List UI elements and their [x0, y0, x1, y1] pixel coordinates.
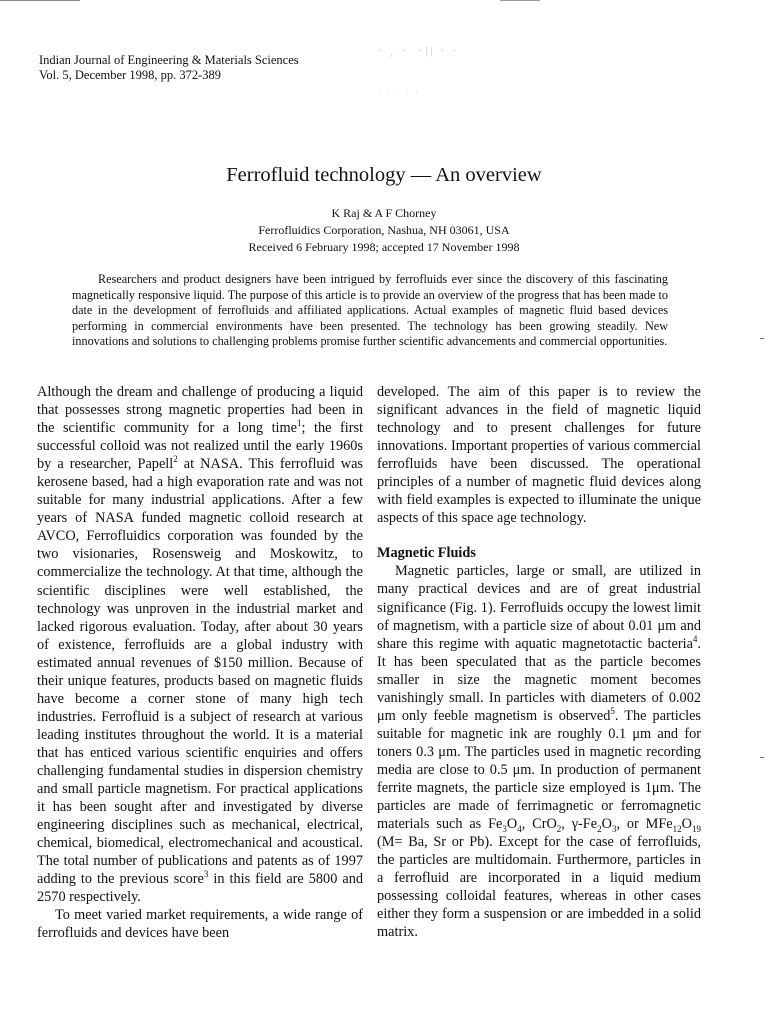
- affiliation: Ferrofluidics Corporation, Nashua, NH 03061, USA: [258, 223, 510, 237]
- top-rule-right: [500, 0, 540, 1]
- section-heading: Magnetic Fluids: [377, 545, 476, 562]
- text-run: . The particles suitable for magnetic ink are roughly 0.1 μm and for toners 0.3 μm. The particles used in magnetic recording media are close to 0.5 μm. In production of permanent ferrite magnets, the particle size employed is 1μm. The particles are made of ferrimagnetic or ferromagnetic materials such as Fe: [377, 707, 701, 833]
- subscript: 19: [691, 823, 701, 834]
- citation: 3: [203, 869, 209, 880]
- subscript: 3: [502, 823, 507, 834]
- authors: K Raj & A F Chorney: [331, 206, 437, 220]
- subscript: 4: [517, 823, 522, 834]
- subscript: 2: [556, 823, 562, 834]
- abstract: Researchers and product designers have been intrigued by ferrofluids ever since the discovery of this fascinating magnetically responsive liquid. The purpose of this article is to provide an overview of the progress that has been made to date in the development of ferrofluids and affiliated applications. Actual examples of magnetic fluid based devices performing in commercial environments have been presented. The technology has been growing steadily. New innovations and solutions to challenging problems promise further scientific advancements and commercial opportunities.: [72, 272, 668, 349]
- text-run: O: [681, 816, 692, 833]
- text-run: (M= Ba, Sr or Pb). Except for the case of ferrofluids, the particles are multidomain. Furthermore, particles in a ferrofluid are incorporated in a liquid medium possessing colloidal features, whereas in other cases either they form a suspension or are imbedded in a solid matrix.: [377, 834, 701, 941]
- subscript: 3: [611, 823, 617, 834]
- paper-title: Ferrofluid technology — An overview: [226, 164, 542, 186]
- text-run: O: [601, 816, 612, 833]
- library-stamp: · ¸ · ·|| · ·: [378, 46, 459, 57]
- journal-header: [39, 53, 299, 83]
- text-run: , γ-Fe: [561, 816, 598, 833]
- library-stamp-faint: · · · · ·: [378, 86, 420, 96]
- text-run: ; the first successful colloid was not realized until the early 1960s by a researcher, Papell: [37, 420, 363, 473]
- text-run: O: [506, 816, 518, 833]
- margin-mark: [760, 338, 764, 339]
- magnetic-fluids-paragraph: [377, 562, 701, 941]
- received-dates: Received 6 February 1998; accepted 17 November 1998: [248, 240, 520, 254]
- text-run: , or MFe: [616, 816, 673, 833]
- text-run: Magnetic particles, large or small, are utilized in many practical devices and are of great industrial significance (Fig. 1). Ferrofluids occupy the lowest limit of magnetism, with a particle size of about 0.01 μm and share this regime with aquatic magnetotactic bacteria: [377, 563, 701, 652]
- volume-info: Vol. 5, December 1998, pp. 372-389: [39, 68, 222, 82]
- text-run: , CrO: [521, 816, 557, 833]
- intro-paragraph: [37, 383, 363, 906]
- intro-paragraph-cont: developed. The aim of this paper is to review the significant advances in the field of magnetic liquid technology and to present challenges for future innovations. Important properties of various commercial ferrofluids have been discussed. The operational principles of a number of magnetic fluid devices along with field examples is expected to illuminate the unique aspects of this space age technology.: [377, 384, 701, 527]
- left-column: [37, 383, 363, 942]
- text-run: in this field are 5800 and 2570 respectively.: [37, 871, 363, 906]
- text-run: at NASA. This ferrofluid was kerosene based, had a high evaporation rate and was not suitable for many industrial applications. After a few years of NASA funded magnetic colloid research at AVCO, Ferrofluidics corporation was founded by the two visionaries, Rosensweig and Moskowitz, to commercialize the technology. At that time, although the scientific disciplines were well established, the technology was unproven in the industrial market and lacked rigorous evaluation. Today, after about 30 years of existence, ferrofluids are a global industry with estimated annual revenues of $150 million. Because of their unique features, products based on magnetic fluids have become a corner stone of many high tech industries. Ferrofluid is a subject of research at various leading institutes throughout the world. It is a material that has enticed various scientific enquiries and offers challenging fundamental studies in dispersion chemistry and small particle magnetism. For practical applications it has been sought after and investigated by diverse engineering disciplines such as mechanical, electrical, chemical, biomedical, electromechanical and acoustical. The total number of publications and patents as of 1997 adding to the previous score: [37, 456, 363, 888]
- citation: 2: [173, 454, 178, 465]
- journal-name: Indian Journal of Engineering & Materials Sciences: [39, 53, 299, 67]
- citation: 1: [296, 418, 302, 429]
- subscript: 2: [597, 823, 602, 834]
- right-column: [377, 383, 701, 941]
- citation: 4: [692, 633, 698, 644]
- intro-paragraph-2: To meet varied market requirements, a wide range of ferrofluids and devices have been: [37, 907, 363, 942]
- subscript: 12: [672, 823, 682, 834]
- citation: 5: [610, 706, 615, 717]
- margin-mark: [760, 757, 764, 758]
- text-run: . It has been speculated that as the particle becomes smaller in size the magnetic moment becomes vanishingly small. In particles with diameters of 0.002 μm only feeble magnetism is observed: [377, 635, 701, 724]
- top-rule: [0, 0, 80, 1]
- text-run: Although the dream and challenge of producing a liquid that possesses strong magnetic properties had been in the scientific community for a long time: [37, 384, 363, 437]
